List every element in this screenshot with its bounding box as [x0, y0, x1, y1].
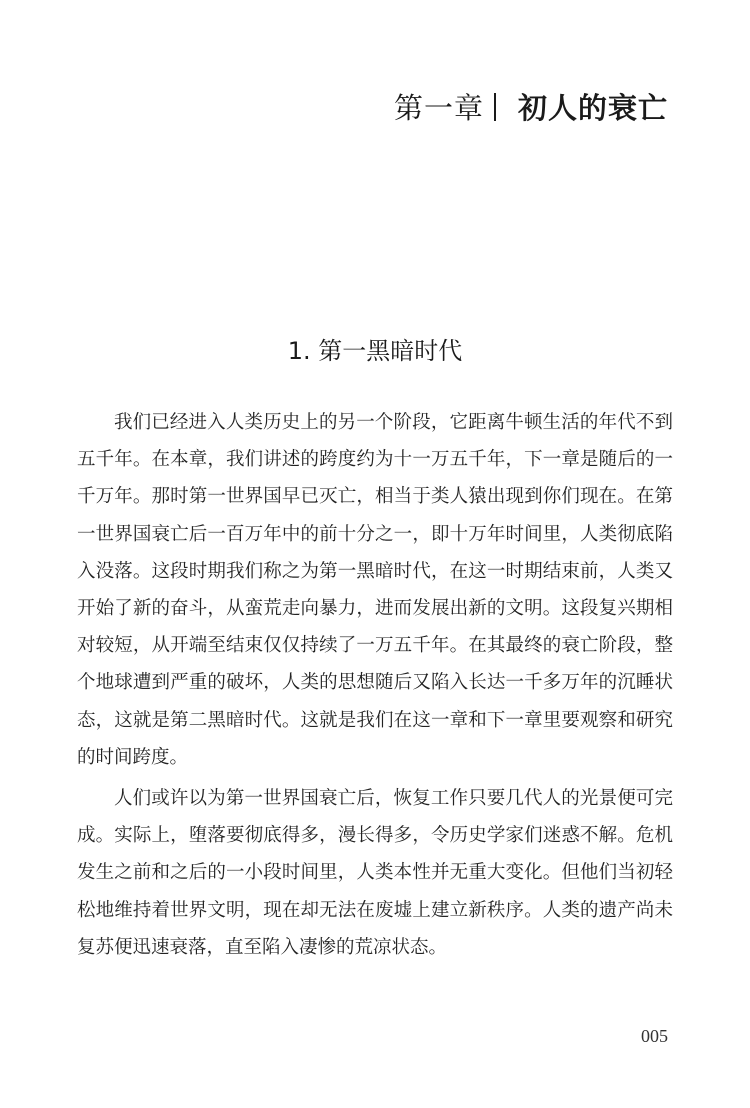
paragraph: 我们已经进入人类历史上的另一个阶段，它距离牛顿生活的年代不到五千年。在本章，我们讲述的跨度约为十一万五千年，下一章是随后的一千万年。那时第一世界国早已灭亡，相当于类人猿出现到你们现在。在第一世界国衰亡后一百万年中的前十分之一，即十万年时间里，人类彻底陷入没落。这段时期我们称之为第一黑暗时代，在这一时期结束前，人类又开始了新的奋斗，从蛮荒走向暴力，进而发展出新的文明。这段复兴期相对较短，从开端至结束仅仅持续了一万五千年。在其最终的衰亡阶段，整个地球遭到严重的破坏，人类的思想随后又陷入长达一千多万年的沉睡状态，这就是第二黑暗时代。这就是我们在这一章和下一章里要观察和研究的时间跨度。 — [77, 412, 673, 768]
paragraph: 人们或许以为第一世界国衰亡后，恢复工作只要几代人的光景便可完成。实际上，堕落要彻底得多，漫长得多，令历史学家们迷惑不解。危机发生之前和之后的一小段时间里，人类本性并无重大变化。但他们当初轻松地维持着世界文明，现在却无法在废墟上建立新秩序。人类的遗产尚未复苏便迅速衰落，直至陷入凄惨的荒凉状态。 — [77, 788, 673, 958]
page-number: 005 — [641, 1026, 668, 1046]
chapter-separator — [494, 93, 496, 121]
chapter-heading — [394, 86, 668, 127]
section-title: 1. 第一黑暗时代 — [287, 337, 463, 365]
body-text — [77, 404, 673, 970]
chapter-title: 初人的衰亡 — [517, 91, 668, 125]
chapter-number: 第一章 — [393, 91, 484, 125]
